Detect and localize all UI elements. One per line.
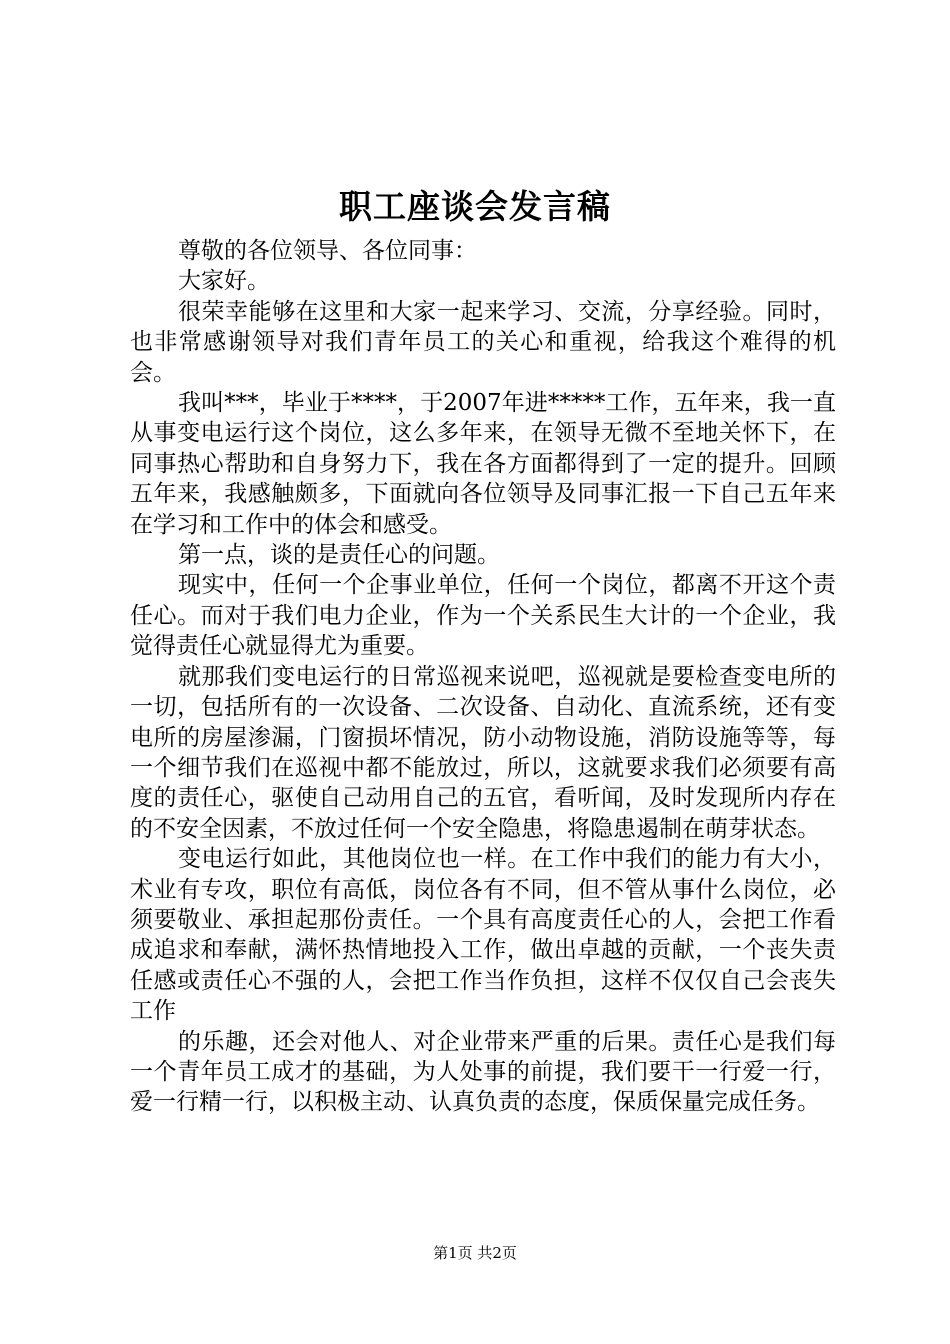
body-paragraph: 很荣幸能够在这里和大家一起来学习、交流，分享经验。同时，也非常感谢领导对我们青年员工的关心和重视，给我这个难得的机会。: [130, 298, 836, 386]
body-paragraph: 我叫***，毕业于****，于2007年进*****工作，五年来，我一直从事变电运行这个岗位，这么多年来，在领导无微不至地关怀下，在同事热心帮助和自身努力下，我在各方面都得到了一定的提升。回顾五年来，我感触颇多，下面就向各位领导及同事汇报一下自己五年来在学习和工作中的体会和感受。: [130, 390, 836, 538]
body-paragraph: 现实中，任何一个企事业单位，任何一个岗位，都离不开这个责任心。而对于我们电力企业，作为一个关系民生大计的一个企业，我觉得责任心就显得尤为重要。: [130, 572, 836, 660]
body-paragraph: 就那我们变电运行的日常巡视来说吧，巡视就是要检查变电所的一切，包括所有的一次设备、二次设备、自动化、直流系统，还有变电所的房屋渗漏，门窗损坏情况，防小动物设施，消防设施等等，每一个细节我们在巡视中都不能放过，所以，这就要求我们必须要有高度的责任心，驱使自己动用自己的五官，看听闻，及时发现所内存在的不安全因素，不放过任何一个安全隐患，将隐患遏制在萌芽状态。: [130, 663, 836, 842]
page-footer: 第1页 共2页: [433, 1244, 517, 1262]
greeting-paragraph: 大家好。: [178, 268, 270, 295]
document-title: 职工座谈会发言稿: [339, 187, 611, 226]
salutation-paragraph: 尊敬的各位领导、各位同事：: [178, 238, 477, 264]
body-paragraph: 第一点，谈的是责任心的问题。: [178, 542, 500, 569]
body-paragraph: 的乐趣，还会对他人、对企业带来严重的后果。责任心是我们每一个青年员工成才的基础，为人处事的前提，我们要干一行爱一行，爱一行精一行，以积极主动、认真负责的态度，保质保量完成任务。: [130, 1028, 836, 1116]
document-body: [130, 236, 836, 1118]
body-paragraph: 变电运行如此，其他岗位也一样。在工作中我们的能力有大小，术业有专攻，职位有高低，岗位各有不同，但不管从事什么岗位，必须要敬业、承担起那份责任。一个具有高度责任心的人，会把工作看成追求和奉献，满怀热情地投入工作，做出卓越的贡献，一个丧失责任感或责任心不强的人，会把工作当作负担，这样不仅仅自己会丧失工作: [130, 846, 836, 1025]
